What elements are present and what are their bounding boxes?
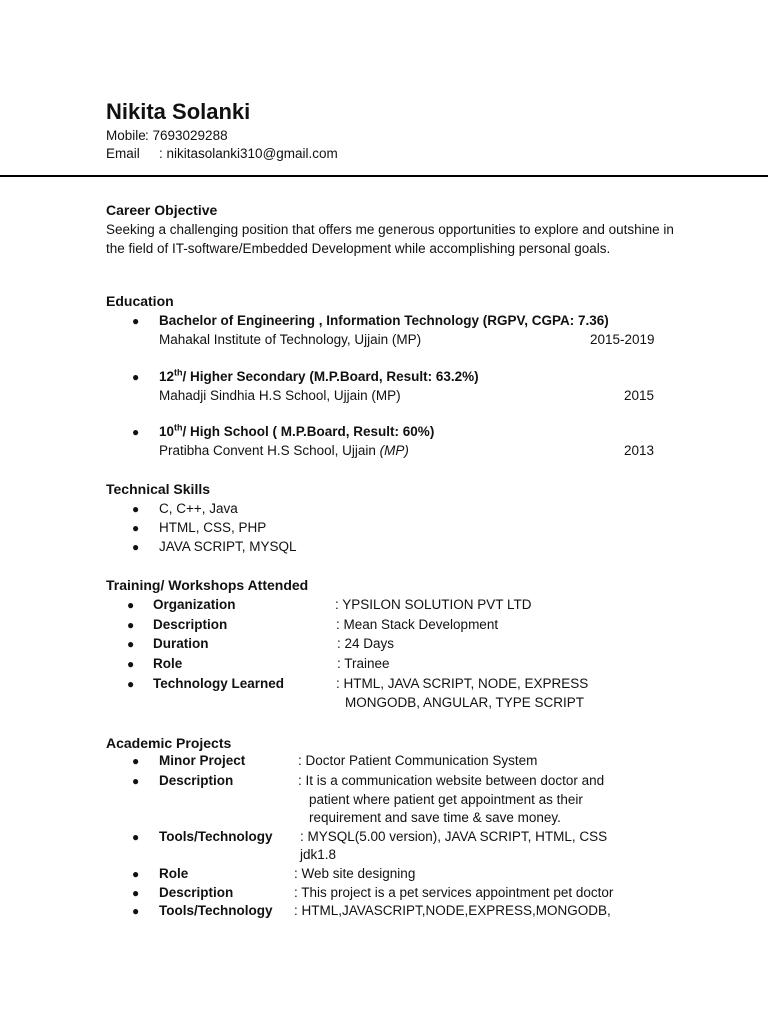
project-label: Role [159, 866, 189, 881]
training-label: Organization [153, 597, 236, 612]
career-objective-title: Career Objective [106, 202, 218, 218]
bullet-icon: ● [127, 657, 135, 671]
bullet-icon: ● [132, 867, 140, 881]
skill-item: JAVA SCRIPT, MYSQL [159, 539, 297, 554]
education-year: 2013 [624, 443, 655, 458]
education-year: 2015-2019 [590, 332, 655, 347]
bullet-icon: ● [132, 830, 140, 844]
education-degree: Bachelor of Engineering , Information Technology (RGPV, CGPA: 7.36) [159, 313, 609, 328]
bullet-icon: ● [132, 774, 140, 788]
project-value: : HTML,JAVASCRIPT,NODE,EXPRESS,MONGODB, [294, 903, 611, 918]
project-label: Minor Project [159, 753, 246, 768]
project-value: : Web site designing [294, 866, 416, 881]
bullet-icon: ● [132, 521, 140, 535]
career-objective-text: Seeking a challenging position that offers me generous opportunities to explore and outshine in the field of IT-software/Embedded Development while accomplishing personal goals. [106, 222, 674, 256]
bullet-icon: ● [132, 370, 140, 384]
project-label: Tools/Technology [159, 829, 273, 844]
education-institute: Mahadji Sindhia H.S School, Ujjain (MP) [159, 388, 401, 403]
training-value: : YPSILON SOLUTION PVT LTD [335, 597, 532, 612]
bullet-icon: ● [127, 637, 135, 651]
education-institute: Mahakal Institute of Technology, Ujjain (MP) [159, 332, 422, 347]
bullet-icon: ● [132, 904, 140, 918]
education-institute: Pratibha Convent H.S School, Ujjain (MP) [159, 443, 409, 458]
training-value: : Trainee [337, 656, 390, 671]
project-label: Description [159, 885, 234, 900]
bullet-icon: ● [127, 677, 135, 691]
skill-item: C, C++, Java [159, 501, 238, 516]
candidate-name: Nikita Solanki [106, 99, 251, 124]
project-value: : This project is a pet services appointment pet doctor [294, 885, 614, 900]
training-value-continued: MONGODB, ANGULAR, TYPE SCRIPT [345, 695, 585, 710]
email-label: Email [106, 146, 140, 161]
training-value: : 24 Days [337, 636, 395, 651]
bullet-icon: ● [132, 540, 140, 554]
bullet-icon: ● [127, 618, 135, 632]
project-label: Tools/Technology [159, 903, 273, 918]
skill-item: HTML, CSS, PHP [159, 520, 267, 535]
training-title: Training/ Workshops Attended [106, 577, 309, 593]
technical-skills-title: Technical Skills [106, 481, 211, 497]
education-degree: 10th/ High School ( M.P.Board, Result: 60%) [159, 422, 435, 439]
project-value-continued: patient where patient get appointment as their [309, 792, 583, 807]
training-value: : Mean Stack Development [336, 617, 499, 632]
email-value: : nikitasolanki310@gmail.com [159, 146, 338, 161]
project-value: : Doctor Patient Communication System [298, 753, 538, 768]
bullet-icon: ● [127, 598, 135, 612]
bullet-icon: ● [132, 314, 140, 328]
training-label: Description [153, 617, 228, 632]
project-value: : It is a communication website between doctor and [298, 773, 605, 788]
bullet-icon: ● [132, 425, 140, 439]
bullet-icon: ● [132, 502, 140, 516]
project-value-continued: jdk1.8 [300, 847, 337, 862]
training-value: : HTML, JAVA SCRIPT, NODE, EXPRESS [336, 676, 589, 691]
training-label: Technology Learned [153, 676, 285, 691]
education-title: Education [106, 293, 174, 309]
mobile-value: : 7693029288 [145, 128, 228, 143]
mobile-label: Mobile [106, 128, 146, 143]
project-label: Description [159, 773, 234, 788]
header-divider [0, 175, 768, 177]
training-label: Role [153, 656, 183, 671]
bullet-icon: ● [132, 886, 140, 900]
academic-projects-title: Academic Projects [106, 735, 232, 751]
training-label: Duration [153, 636, 209, 651]
education-year: 2015 [624, 388, 655, 403]
education-degree: 12th/ Higher Secondary (M.P.Board, Result: 63.2%) [159, 367, 479, 384]
bullet-icon: ● [132, 754, 140, 768]
project-value-continued: requirement and save time & save money. [309, 810, 561, 825]
project-value: : MYSQL(5.00 version), JAVA SCRIPT, HTML, CSS [300, 829, 608, 844]
